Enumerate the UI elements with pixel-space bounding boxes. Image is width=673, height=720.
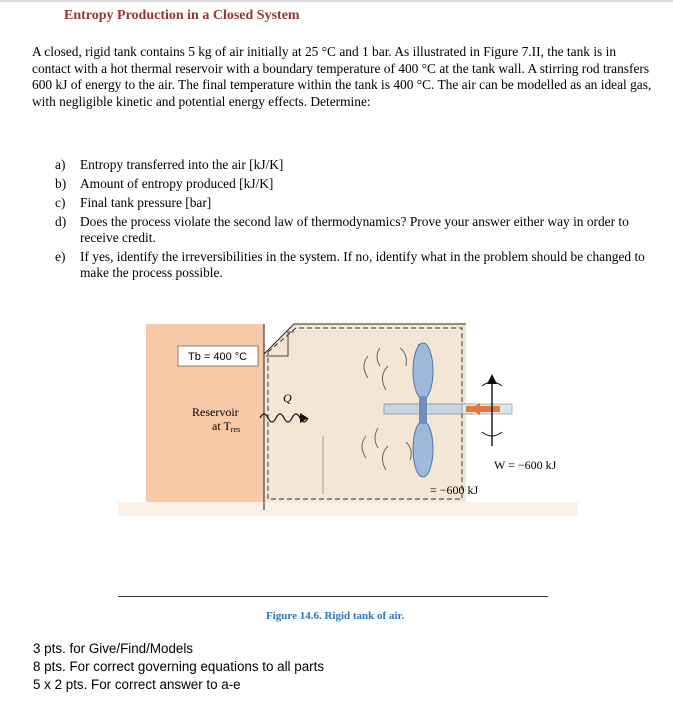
question-label: a) xyxy=(55,157,66,172)
q-label: Q xyxy=(283,391,292,405)
question-text: If yes, identify the irreversibilities in the system. If no, identify what in the problem should be changed to make the process possible. xyxy=(80,249,645,280)
question-text: Entropy transferred into the air [kJ/K] xyxy=(80,157,284,172)
problem-statement: A closed, rigid tank contains 5 kg of air initially at 25 °C and 1 bar. As illustrated in Figure 7.II, the tank is in contact with a hot thermal reservoir with a boundary temperature of 400 °C at the tank wall. A stirring rod transfers 600 kJ of energy to the air. The final temperature within the tank is 400 °C. The air can be modelled as an ideal gas, with negligible kinetic and potential energy effects. Determine: xyxy=(32,44,652,109)
grading-line: 8 pts. For correct governing equations to all parts xyxy=(33,659,325,674)
rigid-tank-figure xyxy=(118,296,578,516)
grading-line: 5 x 2 pts. For correct answer to a-e xyxy=(33,677,241,692)
stirring-rod xyxy=(384,404,474,414)
problem-title: Entropy Production in a Closed System xyxy=(64,8,300,23)
question-label: e) xyxy=(55,249,66,264)
work-label: W = −600 kJ xyxy=(494,458,557,472)
tb-label: Tb = 400 °C xyxy=(188,351,248,363)
at-tres-label: at Tres xyxy=(212,419,241,434)
tank-base xyxy=(118,502,578,516)
lower-blade xyxy=(413,421,433,477)
question-list xyxy=(55,157,655,284)
caption-rule xyxy=(118,596,548,597)
question-item xyxy=(55,157,655,173)
question-label: d) xyxy=(55,214,67,229)
question-item xyxy=(55,249,655,281)
top-rule xyxy=(0,0,673,2)
upper-blade xyxy=(413,343,433,399)
blade-hub xyxy=(419,396,427,424)
cut-off-label: = −600 kJ xyxy=(430,483,479,497)
question-item xyxy=(55,214,655,246)
figure-caption: Figure 14.6. Rigid tank of air. xyxy=(266,610,405,622)
grading-line: 3 pts. for Give/Find/Models xyxy=(33,641,194,656)
question-item xyxy=(55,195,655,211)
question-text: Does the process violate the second law of thermodynamics? Prove your answer either way in order to receive credit. xyxy=(80,214,629,245)
question-label: c) xyxy=(55,195,66,210)
question-label: b) xyxy=(55,176,67,191)
reservoir-label: Reservoir xyxy=(192,405,239,419)
question-text: Amount of entropy produced [kJ/K] xyxy=(80,176,274,191)
question-item xyxy=(55,176,655,192)
question-text: Final tank pressure [bar] xyxy=(80,195,212,210)
grading-points xyxy=(33,640,324,694)
